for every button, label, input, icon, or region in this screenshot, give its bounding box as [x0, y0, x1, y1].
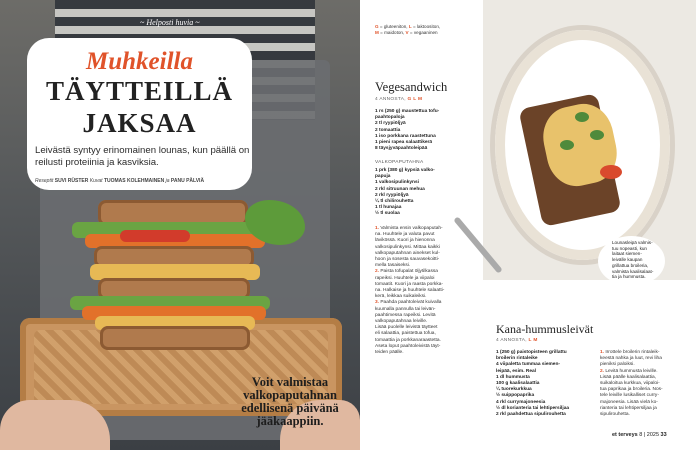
ingredient: papuja: [375, 174, 391, 180]
step-text: tomaattia ja porkkanaraastetta.: [375, 337, 441, 343]
recipe-1-title: Vegesandwich: [375, 80, 448, 94]
step-text: kuumalla pannulla tai leivän-: [375, 306, 436, 312]
step-number: 2.: [600, 368, 606, 374]
ingredient: 1 dl hummusta: [496, 374, 530, 380]
ingredient: ½ suippopaprika: [496, 393, 535, 399]
footer-brand: et terveys: [612, 432, 638, 438]
headline-line-1: Muhkeilla: [86, 48, 193, 75]
ingredient: 1 pieni rapea salaattikerä: [375, 140, 433, 146]
step-text: Irrottele broilerin rintaleik-: [605, 350, 660, 355]
step-text: Lisää puolelle leivistä täytteet: [375, 325, 438, 331]
credits-photos-name: TUOMAS KOLEHMAINEN: [103, 178, 165, 184]
herb-leaf: [575, 112, 589, 122]
legend-m-text: = maidoton,: [380, 29, 405, 35]
step-text: Lisää päälle kaalisalaattia,: [600, 374, 657, 380]
legend-g: G: [375, 24, 379, 29]
credits-recipes-label: Reseptit: [35, 178, 54, 184]
ingredient: 2 rkl paahdettua sipulirouhetta: [496, 412, 566, 418]
step-text: paahtimessa rapeiksi. Levitä: [375, 312, 436, 318]
step-text: na. Halkaise ja huuhtele salaatti-: [375, 288, 445, 294]
step-text: tua paprikaa ja broileria. Nos-: [600, 387, 663, 393]
tomato-slice: [600, 165, 622, 179]
recipe-1-ingredients: [375, 109, 480, 152]
ingredient: 1 rs (250 g) maustettua tofu-: [375, 109, 440, 114]
step-text: sipulirouhetta.: [600, 412, 630, 418]
pull-quote: Voit valmistaa valkopaputahnan edellisenä päivänä jääkaappiin.: [241, 375, 339, 428]
ingredient: 1 prk (380 g) kypsiä valko-: [375, 168, 435, 173]
step-text: keestä nahka ja luut, revi liha: [600, 356, 662, 362]
ingredient: 1 iso porkkana raastettuna: [375, 133, 436, 139]
step-text: majoneesia. Lisää vielä ko-: [600, 399, 658, 405]
recipe-1-subhead: VALKOPAPUTAHNA: [375, 160, 424, 165]
ingredient: ½ tl suolaa: [375, 211, 400, 217]
headline-line-2: TÄYTTEILLÄ: [45, 76, 234, 106]
recipe-1-ingredients-2: [375, 168, 480, 218]
ingredient: 100 g kaalisalaattia: [496, 381, 540, 387]
tomato-layer: [120, 230, 190, 242]
step-text: Aseta loput paahtoleivistä täyt-: [375, 343, 441, 349]
caption-line: tia ja hummusta.: [612, 274, 646, 280]
step-text: pieniksi paloiksi.: [600, 362, 635, 368]
recipe-1-portion-text: 4 ANNOSTA,: [375, 97, 406, 102]
caption-line: valmista kaalisalaat-: [612, 268, 654, 274]
credits-recipes-name: SUVI RÜSTER: [54, 178, 89, 184]
step-text: Levitä hummusta leiville.: [605, 368, 658, 374]
step-text: na. Huuhtele ja valuta pavut: [375, 232, 435, 238]
bread-slice: [100, 326, 250, 350]
ingredient: paahtopaloja: [375, 115, 405, 121]
step-number: 1.: [375, 226, 381, 231]
step-text: rianteria tai lehtipersiljaa ja: [600, 405, 657, 411]
step-text: eli salaattia, paistettua tofua,: [375, 331, 436, 337]
lead-paragraph: Leivästä syntyy erinomainen lounas, kun päällä on reilusti proteiinia ja kasviksia.: [35, 145, 250, 168]
caption-line: grillattua broileria,: [612, 262, 649, 268]
ingredient: 2 rkl sitruunan mehua: [375, 186, 425, 192]
section-kicker: ~ Helposti huvia ~: [140, 18, 200, 27]
legend-l: L: [408, 24, 412, 29]
ingredient: 2 rkl ryypiöljyä: [375, 192, 409, 198]
recipe-1-steps: [375, 226, 480, 356]
ingredient: ½ dl korianteria tai lehtipersiljaa: [496, 405, 570, 411]
photo-caption: [612, 240, 664, 280]
legend-v-text: = vegaaninen: [409, 29, 438, 35]
step-text: rapeiksi. Huuhtele ja viipaloi: [375, 275, 435, 281]
credits-styling-name: PANU PÄLVIÄ: [170, 178, 205, 184]
step-text: tele leiville lusikalliset curry-: [600, 393, 659, 399]
legend-g-text: = gluteeniton,: [379, 24, 408, 29]
herb-leaf: [590, 130, 604, 140]
credits: [35, 178, 275, 184]
recipe-1-portion: [375, 97, 422, 102]
step-number: 2.: [375, 269, 381, 275]
ingredient: leipää, esim. Real: [496, 368, 536, 374]
ingredient: 4 viipaletta tummaa siemen-: [496, 362, 560, 368]
step-text: mella tasaiseksi.: [375, 263, 411, 269]
ingredient: 1 tl hunajaa: [375, 205, 402, 211]
step-text: Valmista ensin valkopaputah-: [380, 226, 443, 231]
step-text: suikaloitua kurkkua, viipaloi-: [600, 381, 660, 387]
footer-page-number: 33: [660, 432, 667, 438]
step-text: valkopaputahnaa leiville.: [375, 319, 428, 325]
headline-line-3: JAKSAA: [82, 108, 197, 138]
ingredient: ¼ tl chilirouhetta: [375, 199, 414, 205]
step-number: 1.: [600, 350, 606, 355]
step-text: valkosipulinkynsi. Mittaa kaikki: [375, 244, 440, 250]
credits-and: ja: [165, 178, 170, 184]
recipe-2-ingredients: [496, 350, 596, 418]
caption-line: tuu nopeasti, kun: [612, 245, 647, 251]
caption-line: laitaat siemen-: [612, 251, 642, 257]
ingredient: 1 (250 g) paistopisteen grillattu: [496, 350, 567, 355]
step-text: Paahda paahtoleivät kuivalla: [380, 300, 442, 306]
footer-issue: 8 | 2025: [639, 432, 659, 438]
step-text: hoon ja sosesta sauvasekoitti-: [375, 257, 440, 263]
ingredient: 8 täysjyväpaahtoleipää: [375, 146, 428, 152]
legend-m: M: [375, 29, 379, 35]
recipe-1-diet-codes: G L M: [407, 97, 423, 102]
ingredient: ¼ tuorekurkkua: [496, 387, 532, 393]
page-footer: [612, 432, 667, 438]
step-number: 3.: [375, 300, 381, 306]
step-text: lävikössä. Kuori ja hienonna: [375, 238, 435, 244]
step-text: tomaatit. Kuori ja raasta porkka-: [375, 281, 443, 287]
step-line: [375, 350, 480, 356]
step-text: valkopaputahnan ainekset kul-: [375, 250, 440, 256]
recipe-2-portion-text: 4 ANNOSTA,: [496, 338, 527, 343]
ingredient: 2 tomaattia: [375, 127, 401, 133]
herb-leaf: [560, 140, 574, 150]
legend-l-text: = laktoositon,: [412, 24, 441, 29]
caption-line: leivälle kaupan: [612, 257, 643, 263]
ingredient: 2 tl ryypiöljyä: [375, 121, 406, 127]
ingredient: broilerin rintaleike: [496, 356, 538, 362]
legend-v: V: [405, 29, 409, 35]
step-text: Paista tofupalat öljytilkassa: [380, 269, 438, 275]
ingredient: 4 rkl currymajoneesia: [496, 399, 546, 405]
step-text: kerä, leikkaa suikaleiksi.: [375, 294, 427, 300]
recipe-2-steps: [600, 350, 690, 418]
caption-line: Lounasleipä valmis-: [612, 240, 653, 245]
recipe-2-title: Kana-hummusleivät: [496, 322, 594, 336]
ingredient: 1 valkosipulinkynsi: [375, 180, 419, 186]
credits-photos-label: Kuvat: [89, 178, 103, 184]
recipe-2-diet-codes: L M: [528, 338, 538, 343]
step-text: teiden päälle.: [375, 350, 404, 356]
left-hand: [0, 400, 110, 450]
diet-legend: [375, 24, 485, 35]
recipe-2-portion: [496, 338, 538, 343]
step-line: [600, 412, 690, 418]
